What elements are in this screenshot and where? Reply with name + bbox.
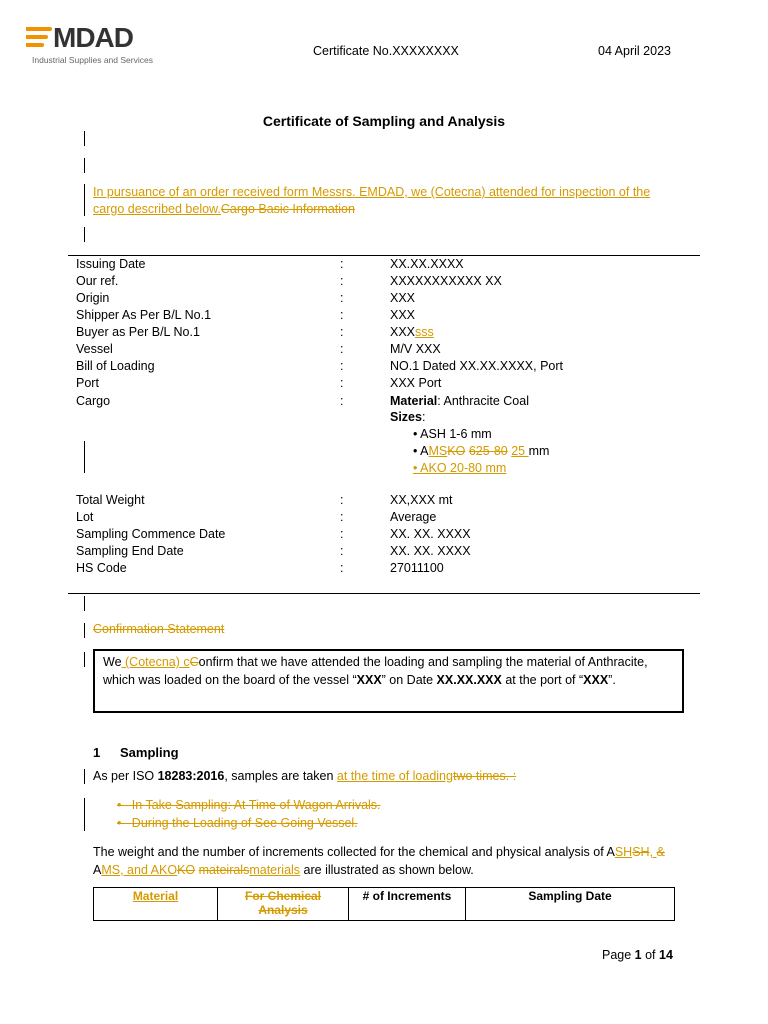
field-value: M/V XXX bbox=[390, 342, 441, 356]
confirm-vessel: XXX bbox=[356, 673, 382, 687]
page-number bbox=[602, 948, 673, 962]
table-header-cell bbox=[218, 888, 349, 921]
field-label: Issuing Date bbox=[76, 257, 146, 271]
field-label: Lot bbox=[76, 510, 94, 524]
iso-inserted: at the time of loading bbox=[336, 769, 453, 783]
section-number: 1 bbox=[93, 745, 101, 760]
change-bar bbox=[84, 596, 85, 611]
change-bar bbox=[84, 623, 85, 638]
field-colon: : bbox=[340, 394, 344, 408]
field-value: XXX bbox=[390, 308, 416, 322]
iso-standard: 18283:2016 bbox=[157, 769, 225, 783]
field-value: NO.1 Dated XX.XX.XXXX, Port bbox=[390, 359, 563, 373]
field-row-origin bbox=[76, 290, 676, 307]
size-del-80: 80 bbox=[493, 444, 508, 458]
size-bullet-text: AKO 20-80 mm bbox=[420, 461, 507, 475]
weight-ins-sh: SH bbox=[614, 845, 633, 859]
size-bullet-ams: • AMSKO 625-80 25 mm bbox=[413, 444, 550, 458]
change-bar bbox=[84, 227, 85, 242]
change-bar bbox=[84, 441, 85, 473]
field-colon: : bbox=[340, 359, 344, 373]
field-label: Sampling End Date bbox=[76, 544, 184, 558]
document-title: Certificate of Sampling and Analysis bbox=[262, 113, 506, 129]
size-unit: mm bbox=[528, 444, 550, 458]
field-row-hs-code bbox=[76, 560, 676, 577]
confirm-date: XX.XX.XXX bbox=[436, 673, 502, 687]
logo-stripes-icon bbox=[26, 27, 52, 51]
size-bullet-ako: • AKO 20-80 mm bbox=[413, 461, 507, 475]
size-ins-ms: MS bbox=[428, 444, 448, 458]
field-value: XXX Port bbox=[390, 376, 442, 390]
field-value: 27011100 bbox=[390, 561, 444, 575]
field-row-port bbox=[76, 375, 676, 392]
field-value-inserted: sss bbox=[415, 325, 434, 339]
field-row-total-weight bbox=[76, 492, 676, 509]
change-bar bbox=[84, 652, 85, 667]
iso-mid: , samples are taken bbox=[224, 769, 337, 783]
field-colon: : bbox=[340, 308, 344, 322]
field-colon: : bbox=[340, 257, 344, 271]
field-value bbox=[390, 324, 434, 341]
size-bullet-a: A bbox=[420, 444, 429, 458]
weight-text-1: The weight and the number of increments collected for the chemical and physical analysis of A bbox=[93, 845, 615, 859]
field-value: XXXXXXXXXXX XX bbox=[390, 274, 502, 288]
emdad-logo bbox=[26, 22, 176, 68]
weight-text-4: are illustrated as shown below. bbox=[300, 863, 474, 877]
field-row-shipper bbox=[76, 307, 676, 324]
confirmation-statement-box bbox=[93, 649, 684, 713]
table-header-row bbox=[94, 888, 675, 921]
weight-del-amp: & bbox=[656, 845, 665, 859]
field-row-issuing-date bbox=[76, 256, 676, 273]
sizes-label-text: Sizes bbox=[390, 410, 422, 424]
field-value: XXX bbox=[390, 291, 416, 305]
logo-tagline: Industrial Supplies and Services bbox=[32, 55, 153, 65]
field-row-sampling-end bbox=[76, 543, 676, 560]
intro-paragraph bbox=[93, 184, 683, 218]
header-sampling-date: Sampling Date bbox=[528, 889, 612, 903]
confirm-text-2: ” on Date bbox=[381, 673, 437, 687]
change-bar bbox=[84, 131, 85, 146]
field-value: XX,XXX mt bbox=[390, 493, 453, 507]
field-label: Cargo bbox=[76, 394, 111, 408]
weight-text-2: A bbox=[93, 863, 102, 877]
field-label: Our ref. bbox=[76, 274, 119, 288]
field-row-vessel bbox=[76, 341, 676, 358]
field-value: XX.XX.XXXX bbox=[390, 257, 464, 271]
weight-del-mateirals: mateirals bbox=[198, 863, 250, 877]
confirm-ins-cotecna: (Cotecna) c bbox=[121, 655, 190, 669]
field-colon: : bbox=[340, 325, 344, 339]
field-label: Total Weight bbox=[76, 493, 145, 507]
field-value: XX. XX. XXXX bbox=[390, 544, 471, 558]
header-material: Material bbox=[132, 889, 179, 903]
field-colon: : bbox=[340, 493, 344, 507]
field-colon: : bbox=[340, 510, 344, 524]
change-bar bbox=[84, 158, 85, 173]
field-row-bill-of-loading bbox=[76, 358, 676, 375]
field-row-our-ref bbox=[76, 273, 676, 290]
field-colon: : bbox=[340, 376, 344, 390]
size-ins-25: 25 bbox=[511, 444, 529, 458]
struck-bullet: • During the Loading of See Going Vessel. bbox=[117, 816, 358, 830]
field-label: Vessel bbox=[76, 342, 113, 356]
sizes-colon: : bbox=[421, 410, 426, 424]
page-of: of bbox=[641, 948, 659, 962]
field-row-lot bbox=[76, 509, 676, 526]
field-label: Sampling Commence Date bbox=[76, 527, 226, 541]
change-bar bbox=[84, 184, 85, 216]
size-bullet-ash: • ASH 1-6 mm bbox=[413, 427, 492, 441]
weight-ins-ms-ako: MS, and AKO bbox=[101, 863, 178, 877]
field-colon: : bbox=[340, 291, 344, 305]
page-total: 14 bbox=[659, 948, 673, 962]
struck-bullet: • In Take Sampling: At Time of Wagon Arrivals. bbox=[117, 798, 381, 812]
field-colon: : bbox=[340, 561, 344, 575]
field-row-cargo bbox=[76, 393, 676, 410]
iso-pre: As per ISO bbox=[93, 769, 158, 783]
section-title: Sampling bbox=[120, 745, 179, 760]
confirm-text-3: at the port of “ bbox=[501, 673, 584, 687]
sizes-label bbox=[390, 409, 425, 426]
cargo-material-label: Material bbox=[390, 394, 438, 408]
page-current: 1 bbox=[634, 948, 642, 962]
table-header-cell bbox=[94, 888, 218, 921]
increments-table bbox=[93, 887, 675, 921]
weight-ins-comma: , bbox=[649, 845, 657, 859]
field-value-text: XXX bbox=[390, 325, 416, 339]
header-chemical-analysis: For Chemical Analysis bbox=[244, 889, 322, 917]
field-label: Bill of Loading bbox=[76, 359, 155, 373]
table-header-cell bbox=[349, 888, 466, 921]
weight-del-sh: SH bbox=[632, 845, 650, 859]
page-pre: Page bbox=[602, 948, 635, 962]
change-bar bbox=[84, 769, 85, 784]
confirm-text-1: onfirm that we have attended the loading and sampling the material of Anthracite, which was loaded on the board of the vessel “ bbox=[103, 655, 648, 687]
confirm-we: We bbox=[103, 655, 122, 669]
field-value: XX. XX. XXXX bbox=[390, 527, 471, 541]
confirmation-heading: Confirmation Statement bbox=[93, 622, 225, 636]
field-value: Average bbox=[390, 510, 437, 524]
table-header-cell bbox=[466, 888, 675, 921]
change-bar bbox=[84, 798, 85, 831]
field-label: Shipper As Per B/L No.1 bbox=[76, 308, 212, 322]
weight-ins-materials: materials bbox=[249, 863, 301, 877]
field-row-buyer bbox=[76, 324, 676, 341]
size-del-ko: KO bbox=[447, 444, 466, 458]
field-label: HS Code bbox=[76, 561, 127, 575]
confirm-del-c: C bbox=[189, 655, 199, 669]
iso-deleted: two times. : bbox=[452, 769, 517, 783]
field-label: Buyer as Per B/L No.1 bbox=[76, 325, 200, 339]
logo-text: MDAD bbox=[53, 22, 133, 53]
cargo-material-value: : Anthracite Coal bbox=[437, 394, 529, 408]
field-label: Port bbox=[76, 376, 99, 390]
size-dash: - bbox=[489, 444, 494, 458]
field-row-sampling-commence bbox=[76, 526, 676, 543]
certificate-number: Certificate No.XXXXXXXX bbox=[313, 44, 459, 58]
field-colon: : bbox=[340, 274, 344, 288]
struck-bullet-text: In Take Sampling: At Time of Wagon Arrivals. bbox=[131, 798, 381, 812]
field-colon: : bbox=[340, 544, 344, 558]
field-colon: : bbox=[340, 342, 344, 356]
intro-deleted-text: Cargo Basic Information bbox=[220, 202, 355, 216]
divider-bottom bbox=[68, 593, 700, 594]
field-value bbox=[390, 393, 529, 410]
weight-del-ko: KO bbox=[177, 863, 196, 877]
weight-increments-paragraph bbox=[93, 843, 683, 879]
header-date: 04 April 2023 bbox=[598, 44, 671, 58]
struck-bullet-text: During the Loading of See Going Vessel. bbox=[131, 816, 358, 830]
field-label: Origin bbox=[76, 291, 110, 305]
iso-sampling-line bbox=[93, 769, 516, 783]
size-del-625: 625 bbox=[468, 444, 490, 458]
intro-inserted-text: In pursuance of an order received form Messrs. EMDAD, we (Cotecna) attended for inspection of the cargo described below. bbox=[93, 185, 651, 216]
header-increments: # of Increments bbox=[362, 889, 452, 903]
size-bullet-text: ASH 1-6 mm bbox=[420, 427, 492, 441]
field-colon: : bbox=[340, 527, 344, 541]
confirm-port: XXX bbox=[583, 673, 609, 687]
confirm-text-4: ”. bbox=[608, 673, 616, 687]
